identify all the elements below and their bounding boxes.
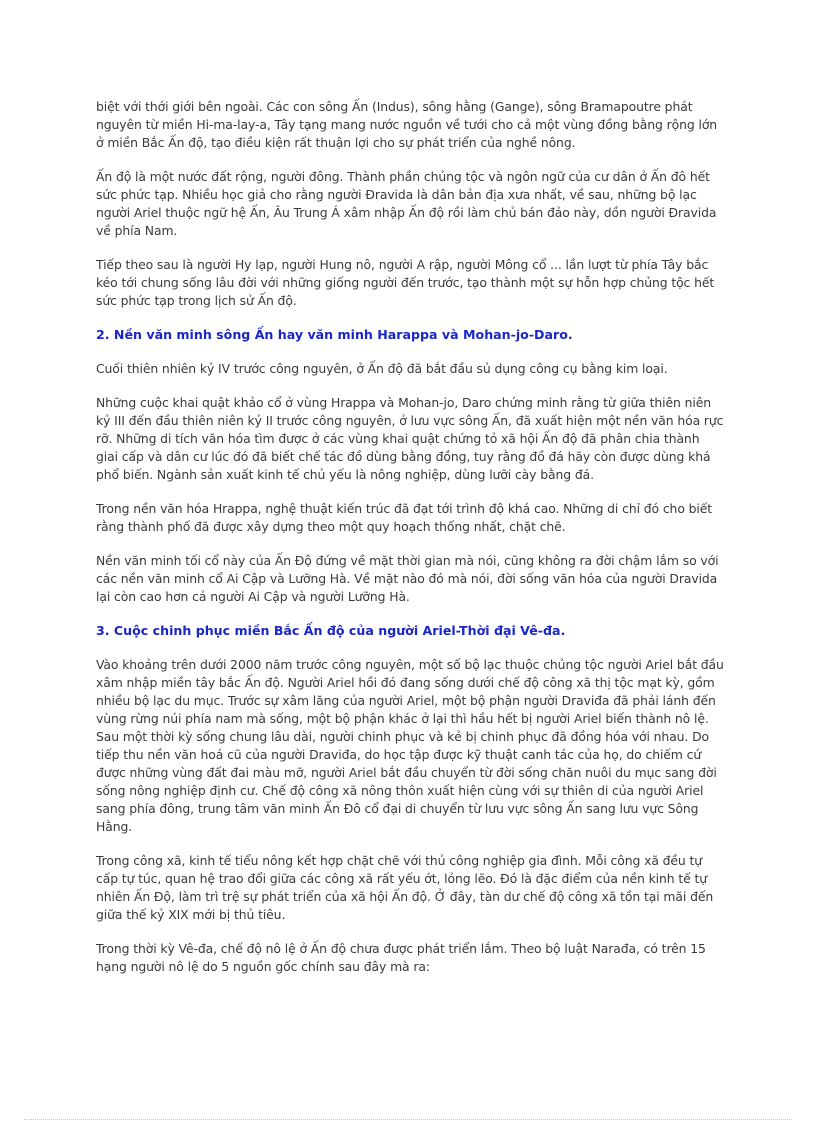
paragraph-excavations: Những cuộc khai quật khảo cổ ở vùng Hrappa và Mohan-jo, Daro chứng minh rằng từ giữa thiên niên kỷ III đến đầu thiên niên kỷ II trước công nguyên, ở lưu vực sông Ấn, đã xuất hiện một nền văn hóa rực rỡ. Những di tích văn hóa tìm được ở các vùng khai quật chứng tỏ xã hội Ấn độ đã phân chia thành giai cấp và dân cư lúc đó đã biết chế tác đồ dùng bằng đồng, tuy rằng đồ đá hãy còn được dùng khá phổ biến. Ngành sản xuất kinh tế chủ yếu là nông nghiệp, dùng lưỡi cày bằng đá. — [96, 395, 724, 482]
paragraph-geography: biệt với thới giới bên ngoài. Các con sông Ấn (Indus), sông hằng (Gange), sông Bramapoutre phát nguyên từ miền Hi-ma-lay-a, Tây tạng mang nước nguồn về tưới cho cả một vùng đồng bằng rộng lớn ở miền Bắc Ấn độ, tạo điều kiện rất thuận lợi cho sự phát triển của nghề nông. — [96, 99, 718, 150]
paragraph-ariel-invasion: Vào khoảng trên dưới 2000 năm trước công nguyên, một số bộ lạc thuộc chủng tộc người Ariel bắt đầu xâm nhập miền tây bắc Ấn độ. Người Ariel hồi đó đang sống dưới chế độ công xã thị tộc mạt kỳ, gồm nhiều bộ lạc du mục. Trước sự xâm lăng của người Ariel, một bộ phận người Draviđa đã phải lánh đến vùng rừng núi phía nam mà sống, một bộ phận khác ở lại thì hầu hết bị người Ariel biến thành nô lệ. Sau một thời kỳ sống chung lâu dài, người chinh phục và kẻ bị chinh phục đã đồng hóa với nhau. Do tiếp thu nền văn hoá cũ của người Draviđa, do học tập được kỹ thuật canh tác của họ, do chiếm cứ được những vùng đất đai màu mỡ, người Ariel bắt đầu chuyển từ đời sống chăn nuôi du mục sang đời sống nông nghiệp định cư. Chế độ công xã nông thôn xuất hiện cùng với sự thiên di của người Ariel sang phía đông, trung tâm văn minh Ấn Đô cổ đại di chuyển từ lưu vực sông Ấn sang lưu vực Sông Hằng. — [96, 657, 724, 834]
section-heading-indus-civilization: 2. Nền văn minh sông Ấn hay văn minh Harappa và Mohan-jo-Daro. — [96, 327, 573, 342]
section-heading-ariel-conquest: 3. Cuộc chinh phục miền Bắc Ấn độ của người Ariel-Thời đại Vê-đa. — [96, 623, 566, 638]
paragraph-comparison: Nền văn minh tối cổ này của Ấn Độ đứng về mặt thời gian mà nói, cũng không ra đời chậm lắm so với các nền văn minh cổ Ai Cập và Lưỡng Hà. Về mặt nào đó mà nói, đời sống văn hóa của người Dravida lại còn cao hơn cả người Ai Cập và người Lưỡng Hà. — [96, 553, 719, 604]
page-bottom-divider — [24, 1119, 792, 1120]
paragraph-ethnicity: Ấn độ là một nước đất rộng, người đông. Thành phần chủng tộc và ngôn ngữ của cư dân ở Ấn đô hết sức phức tạp. Nhiều học giả cho rằng người Đravida là dân bản địa xưa nhất, về sau, những bộ lạc người Ariel thuộc ngữ hệ Ấn, Âu Trung Á xâm nhập Ấn độ rồi làm chủ bán đảo này, dồn người Đravida về phía Nam. — [96, 169, 717, 238]
paragraph-migration: Tiếp theo sau là người Hy lạp, người Hung nô, người A rập, người Mông cổ ... lần lượt từ phía Tây bắc kéo tới chung sống lâu đời với những giống người đến trước, tạo thành một sự hỗn hợp chủng tộc hết sức phức tạp trong lịch sử Ấn độ. — [96, 257, 715, 308]
paragraph-slavery: Trong thời kỳ Vê-đa, chế độ nô lệ ở Ấn độ chưa được phát triển lắm. Theo bộ luật Narađa, có trên 15 hạng người nô lệ do 5 nguồn gốc chính sau đây mà ra: — [96, 941, 706, 974]
document-page — [96, 98, 724, 992]
paragraph-architecture: Trong nền văn hóa Hrappa, nghệ thuật kiến trúc đã đạt tới trình độ khá cao. Những di chỉ đó cho biết rằng thành phố đã được xây dựng theo một quy hoạch thống nhất, chặt chẽ. — [96, 501, 713, 534]
paragraph-metal-tools: Cuối thiên nhiên kỷ IV trước công nguyên, ở Ấn độ đã bắt đầu sủ dụng công cụ bằng kim loại. — [96, 361, 668, 376]
paragraph-commune-economy: Trong công xã, kinh tế tiểu nông kết hợp chặt chẽ với thủ công nghiệp gia đình. Mỗi công xã đều tự cấp tự túc, quan hệ trao đổi giữa các công xã rất yếu ớt, lỏng lẽo. Đó là đặc điểm của nền kinh tế tự nhiên Ấn Độ, làm trì trệ sự phát triển của xã hội Ấn độ. Ở đây, tàn dư chế độ công xã tồn tại mãi đến giữa thế kỷ XIX mới bị thủ tiêu. — [96, 853, 714, 922]
